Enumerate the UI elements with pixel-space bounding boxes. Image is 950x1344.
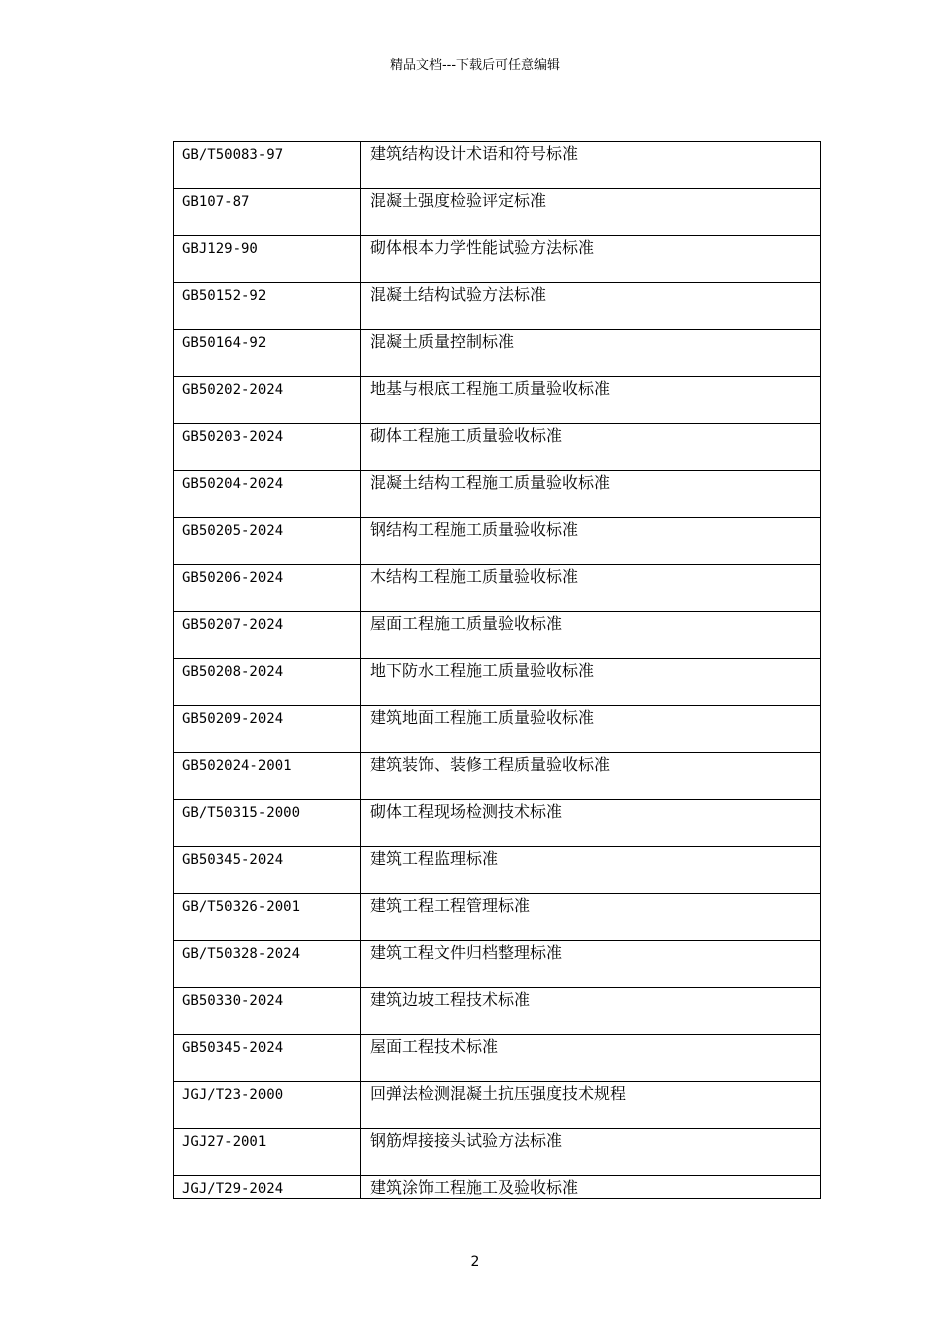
table-row <box>174 330 821 377</box>
code-cell <box>174 894 361 941</box>
name-cell <box>361 189 821 236</box>
standard-code: GB50205-2024 <box>182 523 284 539</box>
name-cell <box>361 659 821 706</box>
standard-name: 混凝土结构工程施工质量验收标准 <box>370 473 611 492</box>
table-row <box>174 800 821 847</box>
standard-name: 木结构工程施工质量验收标准 <box>370 567 579 586</box>
name-cell <box>361 1129 821 1176</box>
name-cell <box>361 753 821 800</box>
table-row <box>174 1176 821 1199</box>
standards-table <box>173 141 821 1199</box>
name-cell <box>361 424 821 471</box>
standard-code: GB50208-2024 <box>182 664 284 680</box>
standard-code: JGJ/T29-2024 <box>182 1181 284 1197</box>
standard-code: GB50164-92 <box>182 335 267 351</box>
standard-name: 地基与根底工程施工质量验收标准 <box>370 379 611 398</box>
standard-name: 砌体工程现场检测技术标准 <box>370 802 563 821</box>
code-cell <box>174 706 361 753</box>
name-cell <box>361 377 821 424</box>
code-cell <box>174 189 361 236</box>
standard-code: GB50152-92 <box>182 288 267 304</box>
table-row <box>174 518 821 565</box>
standard-code: GB50209-2024 <box>182 711 284 727</box>
code-cell <box>174 753 361 800</box>
standard-code: GB/T50326-2001 <box>182 899 301 915</box>
name-cell <box>361 800 821 847</box>
standard-name: 回弹法检测混凝土抗压强度技术规程 <box>370 1084 627 1103</box>
standard-name: 混凝土强度检验评定标准 <box>370 191 547 210</box>
standard-code: GB/T50328-2024 <box>182 946 301 962</box>
table-row <box>174 894 821 941</box>
code-cell <box>174 988 361 1035</box>
standard-name: 混凝土质量控制标准 <box>370 332 515 351</box>
table-row <box>174 236 821 283</box>
standard-name: 建筑工程工程管理标准 <box>370 896 531 915</box>
code-cell <box>174 518 361 565</box>
table-row <box>174 189 821 236</box>
standard-name: 建筑结构设计术语和符号标准 <box>370 144 579 163</box>
standard-code: GB502024-2001 <box>182 758 292 774</box>
name-cell <box>361 941 821 988</box>
name-cell <box>361 1082 821 1129</box>
table-row <box>174 1082 821 1129</box>
table-row <box>174 283 821 330</box>
standard-name: 屋面工程施工质量验收标准 <box>370 614 563 633</box>
standard-name: 混凝土结构试验方法标准 <box>370 285 547 304</box>
table-row <box>174 424 821 471</box>
name-cell <box>361 471 821 518</box>
table-row <box>174 612 821 659</box>
standard-code: JGJ27-2001 <box>182 1134 267 1150</box>
standard-name: 建筑地面工程施工质量验收标准 <box>370 708 595 727</box>
code-cell <box>174 847 361 894</box>
code-cell <box>174 1035 361 1082</box>
standard-code: GB50202-2024 <box>182 382 284 398</box>
table-row <box>174 659 821 706</box>
standard-code: GB50207-2024 <box>182 617 284 633</box>
name-cell <box>361 236 821 283</box>
table-row <box>174 847 821 894</box>
table-row <box>174 1129 821 1176</box>
table-row <box>174 941 821 988</box>
standard-name: 地下防水工程施工质量验收标准 <box>370 661 595 680</box>
table-row <box>174 142 821 189</box>
name-cell <box>361 1035 821 1082</box>
standard-name: 钢筋焊接接头试验方法标准 <box>370 1131 563 1150</box>
page-number: 2 <box>470 1254 480 1270</box>
standard-code: GBJ129-90 <box>182 241 258 257</box>
table-row <box>174 753 821 800</box>
standard-code: GB50203-2024 <box>182 429 284 445</box>
table-row <box>174 1035 821 1082</box>
standard-code: JGJ/T23-2000 <box>182 1087 284 1103</box>
standard-name: 建筑工程监理标准 <box>370 849 499 868</box>
standard-name: 建筑工程文件归档整理标准 <box>370 943 563 962</box>
code-cell <box>174 565 361 612</box>
name-cell <box>361 283 821 330</box>
name-cell <box>361 330 821 377</box>
code-cell <box>174 659 361 706</box>
standard-name: 建筑边坡工程技术标准 <box>370 990 531 1009</box>
code-cell <box>174 236 361 283</box>
standard-code: GB50206-2024 <box>182 570 284 586</box>
name-cell <box>361 847 821 894</box>
code-cell <box>174 424 361 471</box>
standards-table-body <box>174 142 821 1199</box>
table-row <box>174 377 821 424</box>
name-cell <box>361 142 821 189</box>
code-cell <box>174 283 361 330</box>
table-row <box>174 565 821 612</box>
standard-name: 钢结构工程施工质量验收标准 <box>370 520 579 539</box>
code-cell <box>174 941 361 988</box>
name-cell <box>361 1176 821 1199</box>
standard-name: 建筑涂饰工程施工及验收标准 <box>370 1178 579 1197</box>
standard-code: GB50345-2024 <box>182 852 284 868</box>
code-cell <box>174 330 361 377</box>
name-cell <box>361 988 821 1035</box>
standard-code: GB/T50083-97 <box>182 147 284 163</box>
standard-code: GB/T50315-2000 <box>182 805 301 821</box>
table-row <box>174 988 821 1035</box>
standard-name: 砌体根本力学性能试验方法标准 <box>370 238 595 257</box>
name-cell <box>361 612 821 659</box>
code-cell <box>174 1129 361 1176</box>
table-row <box>174 471 821 518</box>
standard-code: GB50330-2024 <box>182 993 284 1009</box>
standard-code: GB50345-2024 <box>182 1040 284 1056</box>
code-cell <box>174 142 361 189</box>
standard-name: 砌体工程施工质量验收标准 <box>370 426 563 445</box>
name-cell <box>361 565 821 612</box>
code-cell <box>174 1082 361 1129</box>
code-cell <box>174 800 361 847</box>
code-cell <box>174 1176 361 1199</box>
code-cell <box>174 377 361 424</box>
standard-name: 屋面工程技术标准 <box>370 1037 499 1056</box>
code-cell <box>174 612 361 659</box>
standard-code: GB50204-2024 <box>182 476 284 492</box>
standard-code: GB107-87 <box>182 194 250 210</box>
page-header: 精品文档---下载后可任意编辑 <box>389 58 561 73</box>
name-cell <box>361 894 821 941</box>
code-cell <box>174 471 361 518</box>
standard-name: 建筑装饰、装修工程质量验收标准 <box>370 755 611 774</box>
name-cell <box>361 706 821 753</box>
table-row <box>174 706 821 753</box>
name-cell <box>361 518 821 565</box>
